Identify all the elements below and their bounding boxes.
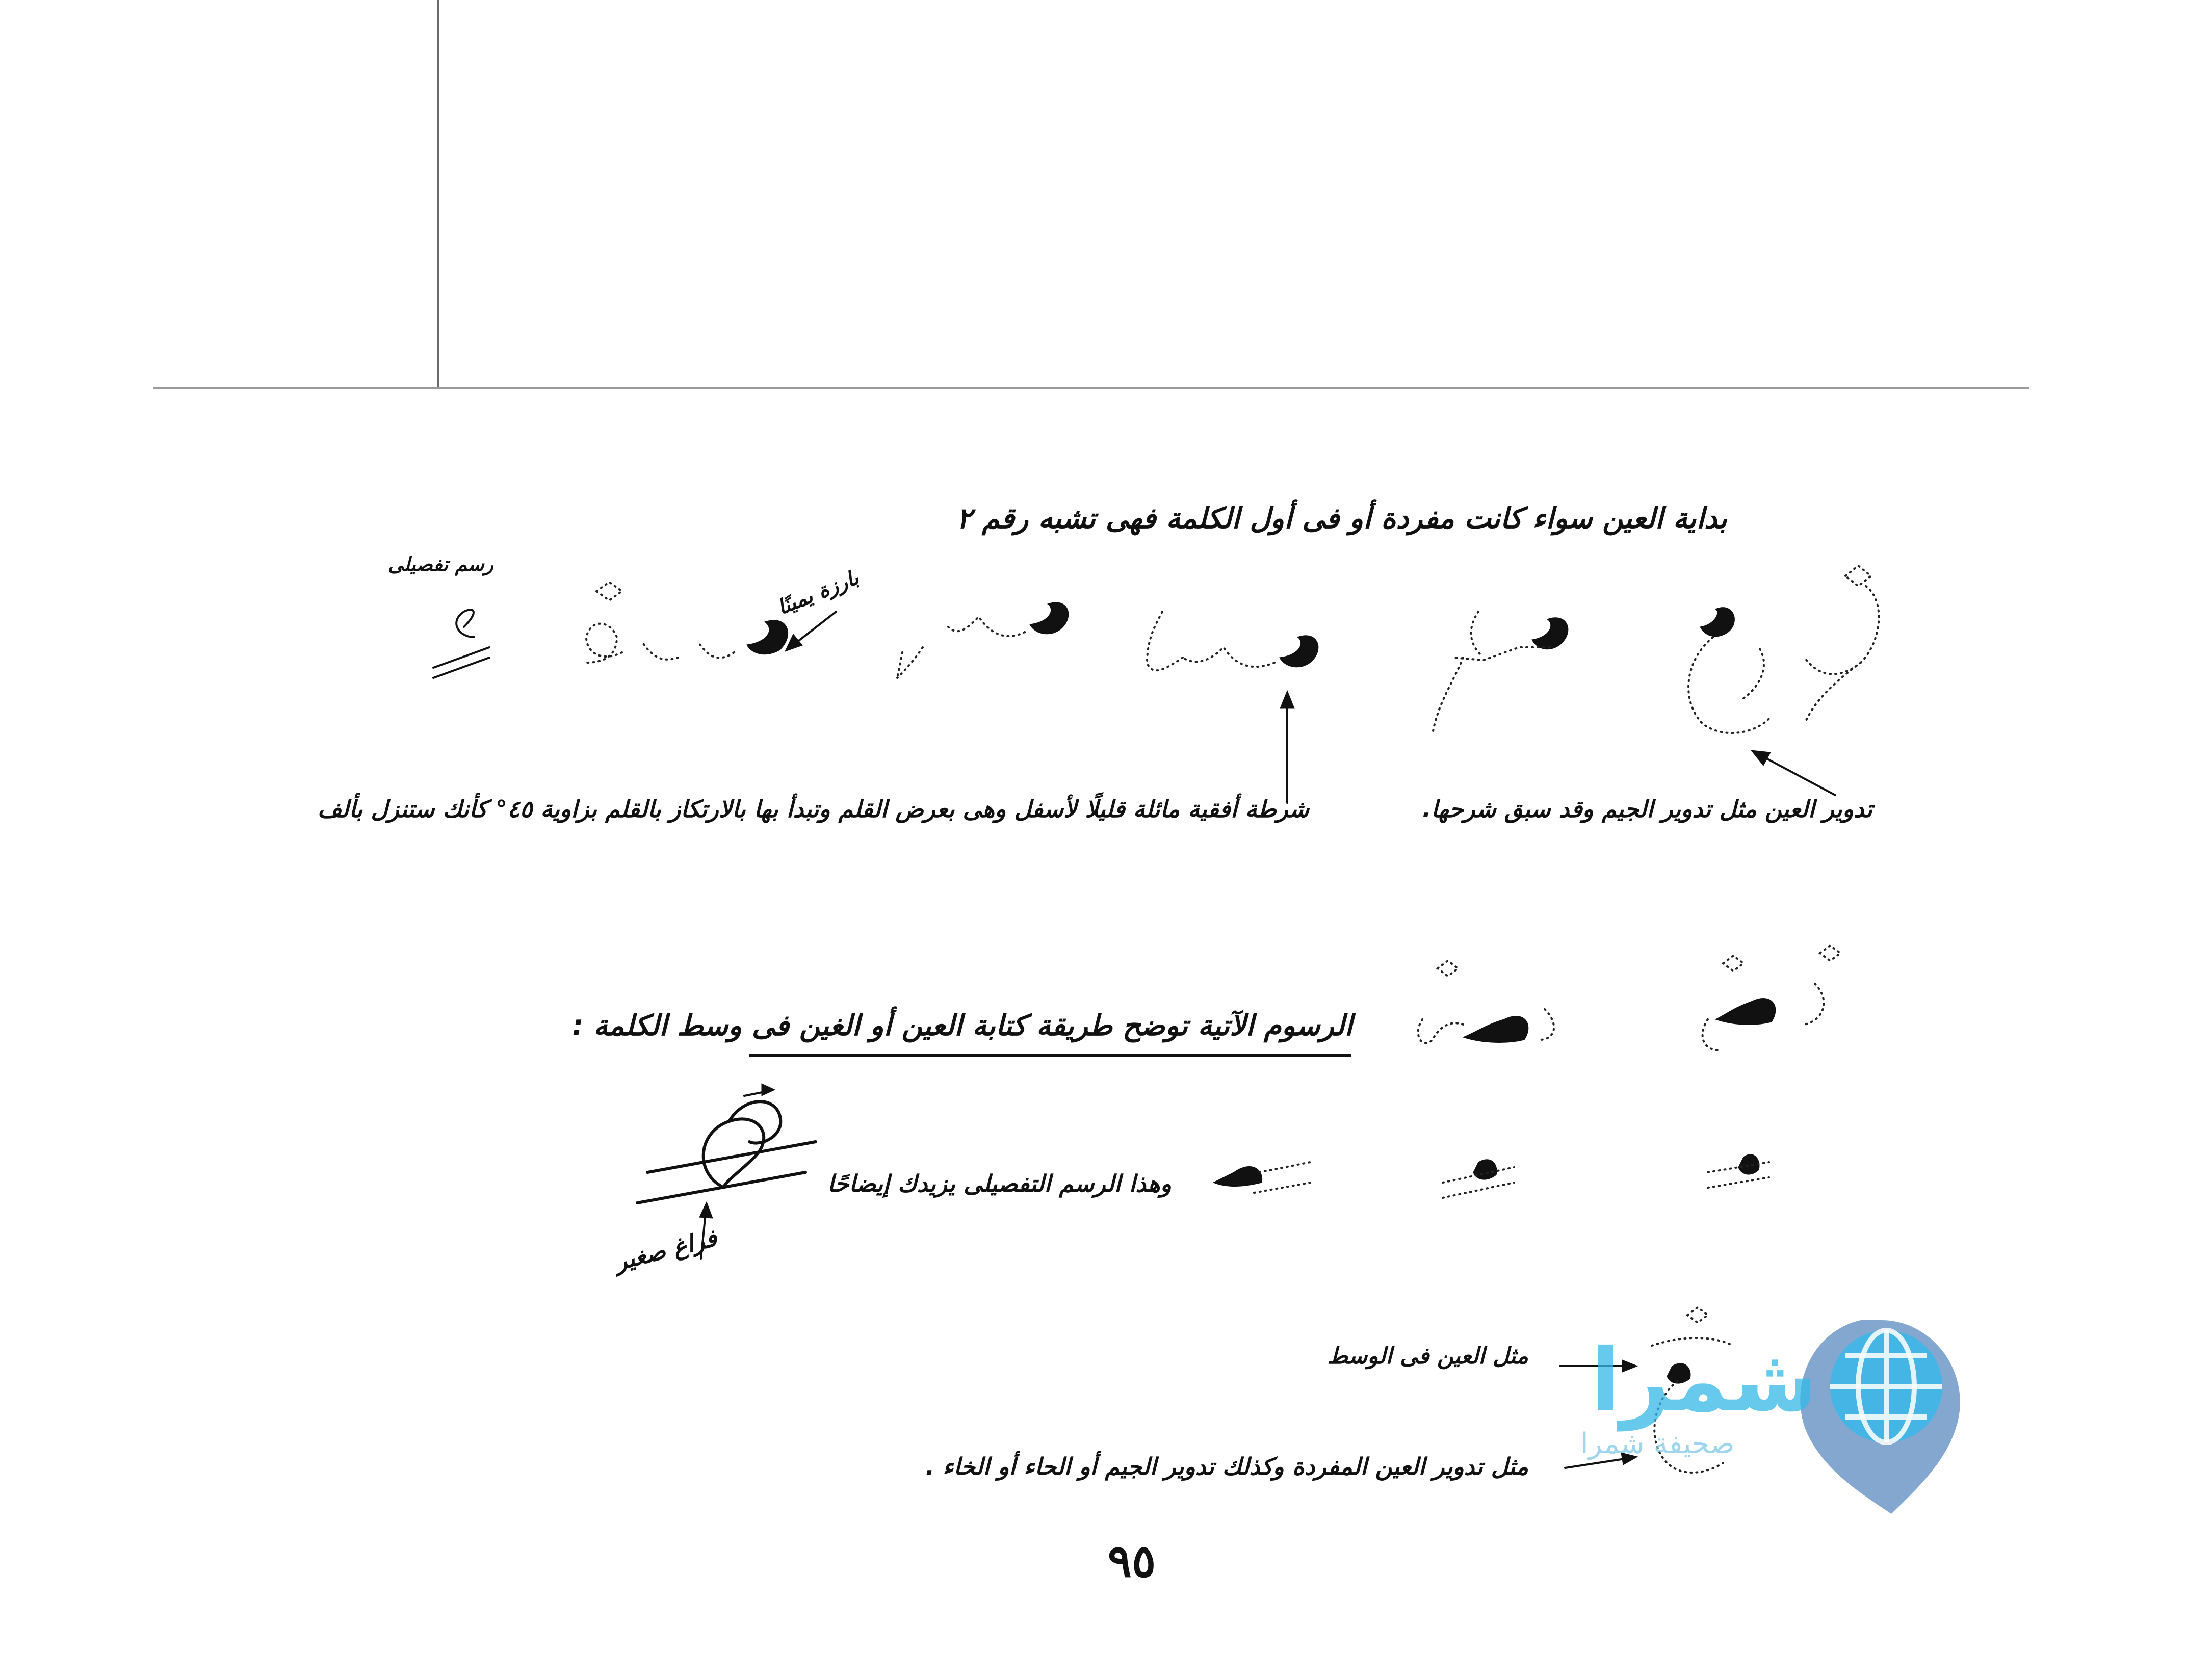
- note-detail-clarifies: وهذا الرسم التفصيلى يزيدك إيضاحًا: [827, 1170, 1172, 1197]
- watermark-logo: [1575, 1300, 1998, 1524]
- word-illustration-5: [586, 582, 788, 663]
- middle-word-1: [1703, 946, 1840, 1050]
- heading-middle-ain: الرسوم الآتية توضح طريقة كتابة العين أو الغين فى وسط الكلمة :: [572, 1009, 1352, 1042]
- page-number: ٩٥: [1107, 1534, 1156, 1587]
- detail-sketch-initial: [433, 610, 489, 678]
- middle-sketch-2: [1443, 1160, 1514, 1198]
- word-illustration-2: [1433, 612, 1568, 734]
- middle-word-2: [1418, 961, 1554, 1043]
- middle-sketch-3: [1213, 1162, 1310, 1193]
- label-protrudes-right: بارزة يمينًا: [774, 566, 862, 620]
- watermark-name: شمرا: [1591, 1330, 1818, 1431]
- label-small-gap: فراغ صغير: [612, 1224, 720, 1276]
- note-like-middle: مثل العين فى الوسط: [1327, 1343, 1528, 1369]
- note-horizontal-stroke: شرطة أفقية مائلة قليلًا لأسفل وهى بعرض القلم وتبدأ بها بالارتكاز بالقلم بزاوية ٤٥° كأنك ستنزل بألف: [317, 795, 1309, 823]
- word-illustration-4: [897, 602, 1069, 678]
- word-illustration-1: [1688, 566, 1879, 733]
- middle-sketch-1: [1708, 1154, 1769, 1188]
- watermark-subtitle: صحيفة شمرا: [1580, 1427, 1735, 1460]
- heading-initial-ain: بداية العين سواء كانت مفردة أو فى أول الكلمة فهى تشبه رقم ٢: [956, 502, 1727, 535]
- label-detail-drawing: رسم تفصيلى: [387, 553, 493, 575]
- word-illustration-3: [1147, 612, 1318, 670]
- note-like-final: مثل تدوير العين المفردة وكذلك تدوير الجيم أو الحاء أو الخاء .: [925, 1453, 1528, 1480]
- detail-sketch-middle: [637, 1084, 816, 1259]
- note-round-like-jeem: تدوير العين مثل تدوير الجيم وقد سبق شرحها.: [1422, 795, 1872, 823]
